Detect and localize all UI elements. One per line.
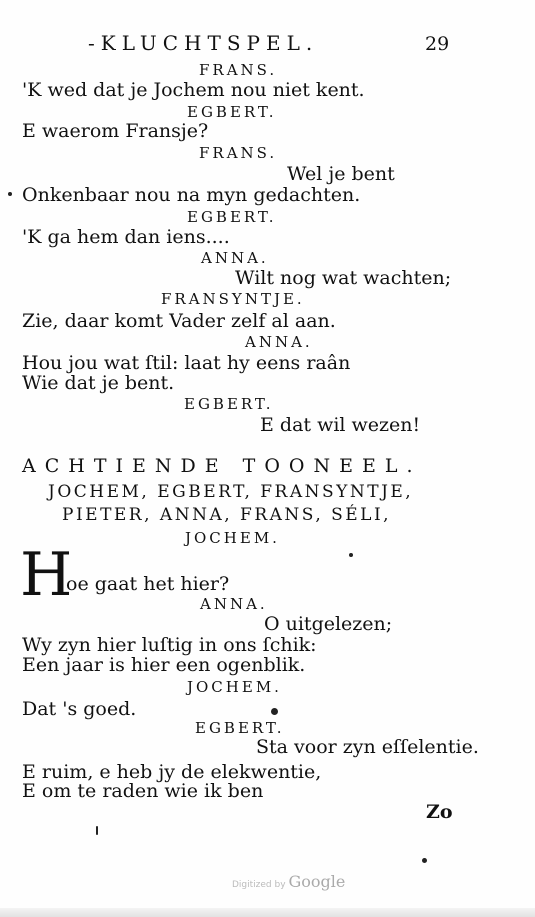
verse-line: Wel je bent (287, 163, 395, 185)
speaker-name: JOCHEM. (187, 678, 282, 696)
verse-line: Onkenbaar nou na myn gedachten. (22, 184, 361, 206)
verse-line: O uitgelezen; (264, 613, 393, 635)
speaker-name: FRANS. (199, 144, 278, 162)
verse-line: E dat wil wezen! (260, 414, 421, 436)
speaker-name: EGBERT. (187, 103, 277, 121)
ink-speck (8, 192, 12, 196)
speaker-name: JOCHEM. (185, 529, 280, 547)
page-number: 29 (425, 33, 450, 55)
verse-line: E om te raden wie ik ben (22, 780, 264, 802)
speaker-name: FRANSYNTJE. (161, 290, 305, 308)
speaker-name: EGBERT. (184, 395, 274, 413)
catchword: Zo (426, 801, 453, 823)
verse-line: 'K wed dat je Jochem nou niet kent. (22, 79, 365, 101)
speaker-name: FRANS. (199, 61, 278, 79)
drop-cap: H (20, 540, 73, 610)
verse-line: oe gaat het hier? (66, 573, 230, 595)
ink-speck (271, 708, 278, 715)
verse-line: Wy zyn hier luſtig in ons ſchik: (22, 634, 317, 656)
scene-cast: JOCHEM, EGBERT, FRANSYNTJE, (48, 482, 414, 502)
speaker-name: ANNA. (201, 249, 269, 267)
verse-line: Dat 's goed. (22, 698, 137, 720)
verse-line: Hou jou wat ſtil: laat hy eens raân (22, 352, 351, 374)
digitizer-watermark (232, 872, 345, 891)
speaker-name: ANNA. (245, 333, 313, 351)
verse-line: Sta voor zyn eſſelentie. (256, 736, 479, 758)
verse-line: Een jaar is hier een ogenblik. (22, 654, 306, 676)
verse-line: Zie, daar komt Vader zelf al aan. (22, 310, 336, 332)
speaker-name: ANNA. (200, 595, 268, 613)
page-edge (0, 908, 535, 917)
watermark-prefix: Digitized by (232, 880, 286, 890)
verse-line: E ruim, e heb jy de elekwentie, (22, 761, 322, 783)
speaker-name: EGBERT. (195, 719, 285, 737)
verse-line: Wilt nog wat wachten; (235, 267, 452, 289)
verse-line: E waerom Fransje? (22, 120, 209, 142)
scene-title: ACHTIENDE TOONEEL. (22, 455, 422, 477)
verse-line: 'K ga hem dan iens.... (22, 226, 230, 248)
google-logo: Google (288, 872, 346, 891)
running-title: -KLUCHTSPEL. (88, 31, 319, 55)
ink-speck (349, 553, 353, 557)
ink-speck (96, 826, 98, 835)
scene-cast: PIETER, ANNA, FRANS, SÉLI, (62, 505, 392, 525)
verse-line: Wie dat je bent. (22, 372, 175, 394)
ink-speck (422, 858, 427, 863)
speaker-name: EGBERT. (187, 208, 277, 226)
